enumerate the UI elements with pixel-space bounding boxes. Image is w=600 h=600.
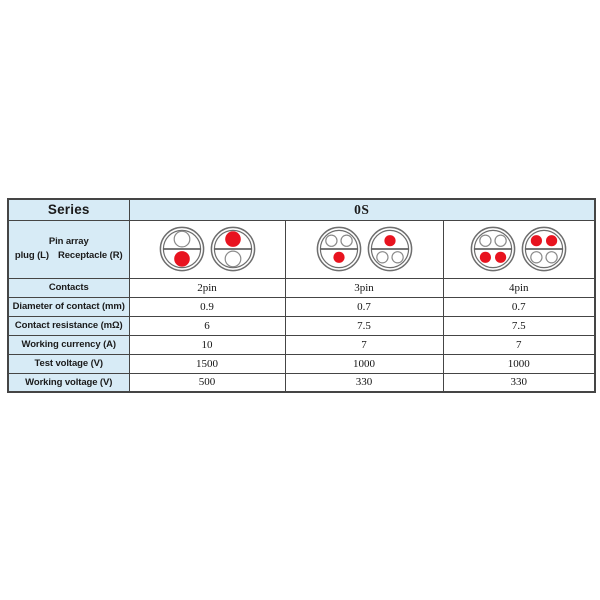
row-label: Contact resistance (mΩ) xyxy=(8,316,129,335)
value-cell: 10 xyxy=(129,335,285,354)
value-cell: 6 xyxy=(129,316,285,335)
connector-pair xyxy=(444,226,595,272)
row-label: Working voltage (V) xyxy=(8,373,129,392)
pin-array-subtitle xyxy=(9,249,129,263)
value-cell: 0.7 xyxy=(285,297,443,316)
value-cell: 2pin xyxy=(129,278,285,297)
value-cell: 0.9 xyxy=(129,297,285,316)
pin-array-row xyxy=(8,220,595,278)
connector-receptacle-diagram xyxy=(210,226,256,272)
receptacle-label: Receptacle (R) xyxy=(57,250,123,261)
pin-array-title: Pin array xyxy=(48,235,89,247)
value-cell: 0.7 xyxy=(443,297,595,316)
connector-plug-diagram xyxy=(159,226,205,272)
value-cell: 500 xyxy=(129,373,285,392)
value-cell: 1500 xyxy=(129,354,285,373)
connector-plug-diagram xyxy=(470,226,516,272)
pin-array-label-cell xyxy=(8,220,129,278)
pin-array-cell-4pin xyxy=(443,220,595,278)
connector-receptacle-diagram xyxy=(521,226,567,272)
working-currency-row xyxy=(8,335,595,354)
row-label: Working currency (A) xyxy=(8,335,129,354)
row-label: Diameter of contact (mm) xyxy=(8,297,129,316)
value-cell: 7.5 xyxy=(443,316,595,335)
connector-plug-diagram xyxy=(316,226,362,272)
value-cell: 7.5 xyxy=(285,316,443,335)
diameter-row xyxy=(8,297,595,316)
row-label: Test voltage (V) xyxy=(8,354,129,373)
series-header-cell: Series xyxy=(8,199,129,220)
series-row xyxy=(8,199,595,220)
value-cell: 1000 xyxy=(443,354,595,373)
value-cell: 330 xyxy=(443,373,595,392)
resistance-row xyxy=(8,316,595,335)
test-voltage-row xyxy=(8,354,595,373)
value-cell: 7 xyxy=(443,335,595,354)
value-cell: 4pin xyxy=(443,278,595,297)
connector-pair xyxy=(286,226,443,272)
plug-label: plug (L) xyxy=(14,250,49,261)
value-cell: 7 xyxy=(285,335,443,354)
value-cell: 1000 xyxy=(285,354,443,373)
pin-array-cell-3pin xyxy=(285,220,443,278)
series-value-cell: 0S xyxy=(129,199,595,220)
contacts-row xyxy=(8,278,595,297)
working-voltage-row xyxy=(8,373,595,392)
pin-array-cell-2pin xyxy=(129,220,285,278)
connector-pair xyxy=(130,226,285,272)
connector-receptacle-diagram xyxy=(367,226,413,272)
connector-spec-table xyxy=(7,198,596,393)
row-label: Contacts xyxy=(8,278,129,297)
value-cell: 3pin xyxy=(285,278,443,297)
value-cell: 330 xyxy=(285,373,443,392)
